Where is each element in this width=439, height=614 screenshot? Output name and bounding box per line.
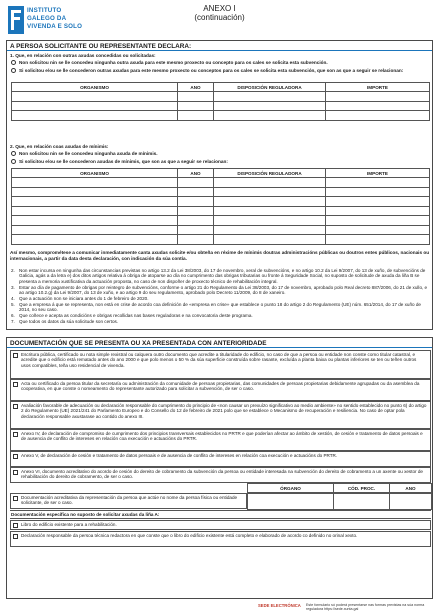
declaration-title: A PERSOA SOLICITANTE OU REPRESENTANTE DECLARA: [7,41,432,51]
logo-line-2: GALEGO DA [27,15,67,23]
question-2: 2. Que, en relación coas axudas de mínimis: [10,144,109,149]
logo-line-1: INSTITUTO [27,7,62,14]
documentation-title: DOCUMENTACIÓN QUE SE PRESENTA OU XA PRESENTADA CON ANTERIORIDADE [7,338,432,348]
q2-minimis-label: Si solicitou e/ou se lle concederon axudas de mínimis, que son as que a seguir se relacionan: [19,159,228,164]
commitment-text: Así mesmo, comprométese a comunicar inmediatamente canta axudas solicite e/ou obteña en réxime de mínimis doutras administracións públicas ou doutros entes públicos, nacionais ou internacionais, a partir da data desta declaración, con indicación da súa contía. [10,250,430,261]
minimis-aid-table [11,168,430,245]
doc-checkbox[interactable] [13,353,18,358]
col-disposicion: DISPOSICIÓN REGULADORA [214,83,326,92]
list-item: 4. Que a actuación non se iniciara antes do 1 de febreiro de 2020. [11,295,149,301]
doc-checkbox[interactable] [13,534,18,539]
doc-item-technical-declaration[interactable]: Declaración responsable da persoa técnica redactora en que conste que o libro do edificio existente está completo e elaborado de acordo co definido no orinal xexto. [10,531,431,547]
table-row[interactable] [12,111,430,121]
doc-item-annex-iv[interactable]: Anexo IV, de declaración de compromiso de cumprimento dos principios transversais establecidos no PRTR e que poderían afectar ao ámbito de xestión, de cesión e tratamento de datos persoais e de ausencia de conflito de intereses en relación coa execución e actuacións do PRTR. [10,429,431,451]
document-footer [6,602,433,612]
other-aid-table [11,82,430,121]
question-1: 1. Que, en relación con outras axudas concedidas ou solicitadas: [10,53,156,58]
annex-title: ANEXO I [203,4,236,13]
q1-no-aid-radio[interactable] [11,60,16,65]
q2-no-minimis-radio[interactable] [11,151,16,156]
sede-electronica-logo: SEDE ELECTRÓNICA [258,603,301,608]
col-ano: ANO [178,83,214,92]
q2-minimis-radio[interactable] [11,159,16,164]
table-row[interactable] [12,101,430,111]
doc-checkbox[interactable] [13,496,18,501]
doc-checkbox[interactable] [13,454,18,459]
list-item: 5. Que a empresa á que se representa, non está en crise de acordo coa definición de «empresa en crise» que establece o punto 18 do artigo 2 do Regulamento (UE) núm. 651/2014, do 17 de xuño de 2014, no seu caso. [11,301,421,313]
list-item: 7. Que todos os datos da súa solicitude son certos. [11,318,119,324]
doc-item-annex-vi[interactable]: Anexo VI, documento acreditativo do acordo de cesión do dereito de cobramento da subvención da persoa ou entidade interesada na subvención do dereito de cobramento a un axente ou xestor de rehabilitación do dereito de cobramento, de ser o caso. [10,467,431,483]
doc-checkbox[interactable] [13,432,18,437]
doc-checkbox[interactable] [13,404,18,409]
col-organo: ÓRGANO [248,484,334,493]
doc-item-title-deed[interactable]: Escritura pública, certificado ou nota simple rexistral ou calquera outro documento que acredite a titularidade do edificio, no caso de que a persoa ou entidade non conste como titular catastral, e acredite que o edificio está rematado antes do ano 2000 e que polo menos o 50 % da súa superficie construída sobre rasante, excluída a planta baixa ou plantas inferiores se ten ou teñen outros usos compatibles, teña uso residencial de vivenda. [10,350,431,379]
doc-item-annex-v[interactable]: Anexo V, de declaración de cesión e tratamento de datos persoais e de ausencia de conflito de intereses en relación coa execución e actuacións do PRTR. [10,451,431,467]
doc-origin-table [247,483,432,493]
col-organismo: ORGANISMO [12,169,178,178]
line-a-heading: Documentación específica no suposto de solicitar axudas da liña A: [11,512,160,517]
table-row[interactable] [248,494,432,510]
declaration-section [6,40,433,330]
col-doc-ano: ANO [390,484,432,493]
doc-item-representation[interactable]: Documentación acreditativa da representación da persoa que actúe no nome da persoa física ou entidade solicitante, de ser o caso. [10,493,247,509]
table-row[interactable] [12,187,430,197]
declaration-points [11,268,430,324]
col-ano: ANO [178,169,214,178]
doc-item-dnsh-evaluation[interactable]: Avaliación favorable de adecuación ou declaración responsable do cumprimento do principio de «non causar un prexuízo significativo ao medio ambiente» no sentido establecido no punto 6) do artigo 2 do Regulamento (UE) 2021/241 do Parlamento Europeo e do Consello do 12 de febreiro de 2021 polo que se establece o Mecanismo de recuperación e resiliencia. No caso de optar pola declaración responsable axustarase ao contido do anexo III. [10,401,431,429]
table-row[interactable] [12,235,430,245]
q2-no-minimis-label: Non solicitou nin se lle concedeu ningunha axuda de mínimis. [19,151,158,156]
doc-item-community-act[interactable]: Acta ou certificado da persoa titular da secretaría ou administración da comunidade de persoas propietarias, das comunidades de persoas propietarias debidamente agrupadas ou da asemblea da cooperativa, en que conste o nomeamento do representante autorizado para solicitar a subvención, de ser o caso. [10,379,431,401]
col-importe: IMPORTE [326,169,430,178]
annex-subtitle: (continuación) [194,13,245,22]
table-row[interactable] [12,216,430,226]
logo-line-3: VIVENDA E SOLO [27,23,83,31]
col-cod-proc: CÓD. PROC. [334,484,390,493]
doc-checkbox[interactable] [13,470,18,475]
doc-origin-values [247,493,432,510]
col-disposicion: DISPOSICIÓN REGULADORA [214,169,326,178]
list-item: 6. Que coñece e acepta as condicións e obrigas recollidas nas bases reguladoras e na convocatoria deste programa. [11,312,253,318]
table-row[interactable] [12,92,430,102]
q1-no-aid-label: Non solicitou nin se lle concedeu ningunha outra axuda para este mesmo proxecto ou concepto para os cales se solicita esta subvención. [19,60,328,65]
doc-item-building-book[interactable]: Libro do edificio existente para a rehabilitación. [10,520,431,530]
table-row[interactable] [12,206,430,216]
list-item: 2. Non estar incursa en ningunha das circunstancias previstas no artigo 13.2 da Lei 38/2003, do 17 de novembro, xeral de subvencións, e no artigo 10.2 da Lei 9/2007, do 13 de xuño, de subvencións de Galicia, agás a da letra e) dos ditos artigos relativa á obriga de atoparse ao día no cumprimento das obrigas tributarias ou fronte á Seguridade Social, no suposto de solicitude de axuda da liña B se presenta a memoria xustificativa da actuación proposta, no caso de non dispoñer de proxecto técnico de rehabilitación integral. [11,268,426,284]
table-row[interactable] [12,178,430,188]
q1-other-aid-radio[interactable] [11,68,16,73]
table-row[interactable] [12,197,430,207]
col-organismo: ORGANISMO [12,83,178,92]
q1-other-aid-label: Si solicitou e/ou se lle concederon outras axudas para este mesmo proxecto ou conceptos para os cales se solicita esta subvención, que son as que a seguir se relacionan: [19,68,404,73]
list-item: 3. Estar ao día de pagamento de obrigas por reintegro de subvencións, conforme o artigo 21 do Regulamento da Lei 38/2003, do 17 de novembro, aprobado polo Real decreto 887/2006, do 21 de xullo, e ao artigo 10.2.g) da Lei 9/2007, do 13 de xuño, e ao artigo 9 do seu regulamento, aprobado polo Decreto 11/2009, do 8 de xaneiro. [11,284,428,296]
document-header [6,4,433,38]
doc-checkbox[interactable] [13,523,18,528]
documentation-section [6,337,433,599]
doc-checkbox[interactable] [13,382,18,387]
col-importe: IMPORTE [326,83,430,92]
line-a-heading-row [10,510,431,519]
footer-note: Este formulario só poderá presentarse nas formas previstas na súa norma reguladora https://sede.xunta.gal [306,603,425,612]
table-row[interactable] [12,225,430,235]
